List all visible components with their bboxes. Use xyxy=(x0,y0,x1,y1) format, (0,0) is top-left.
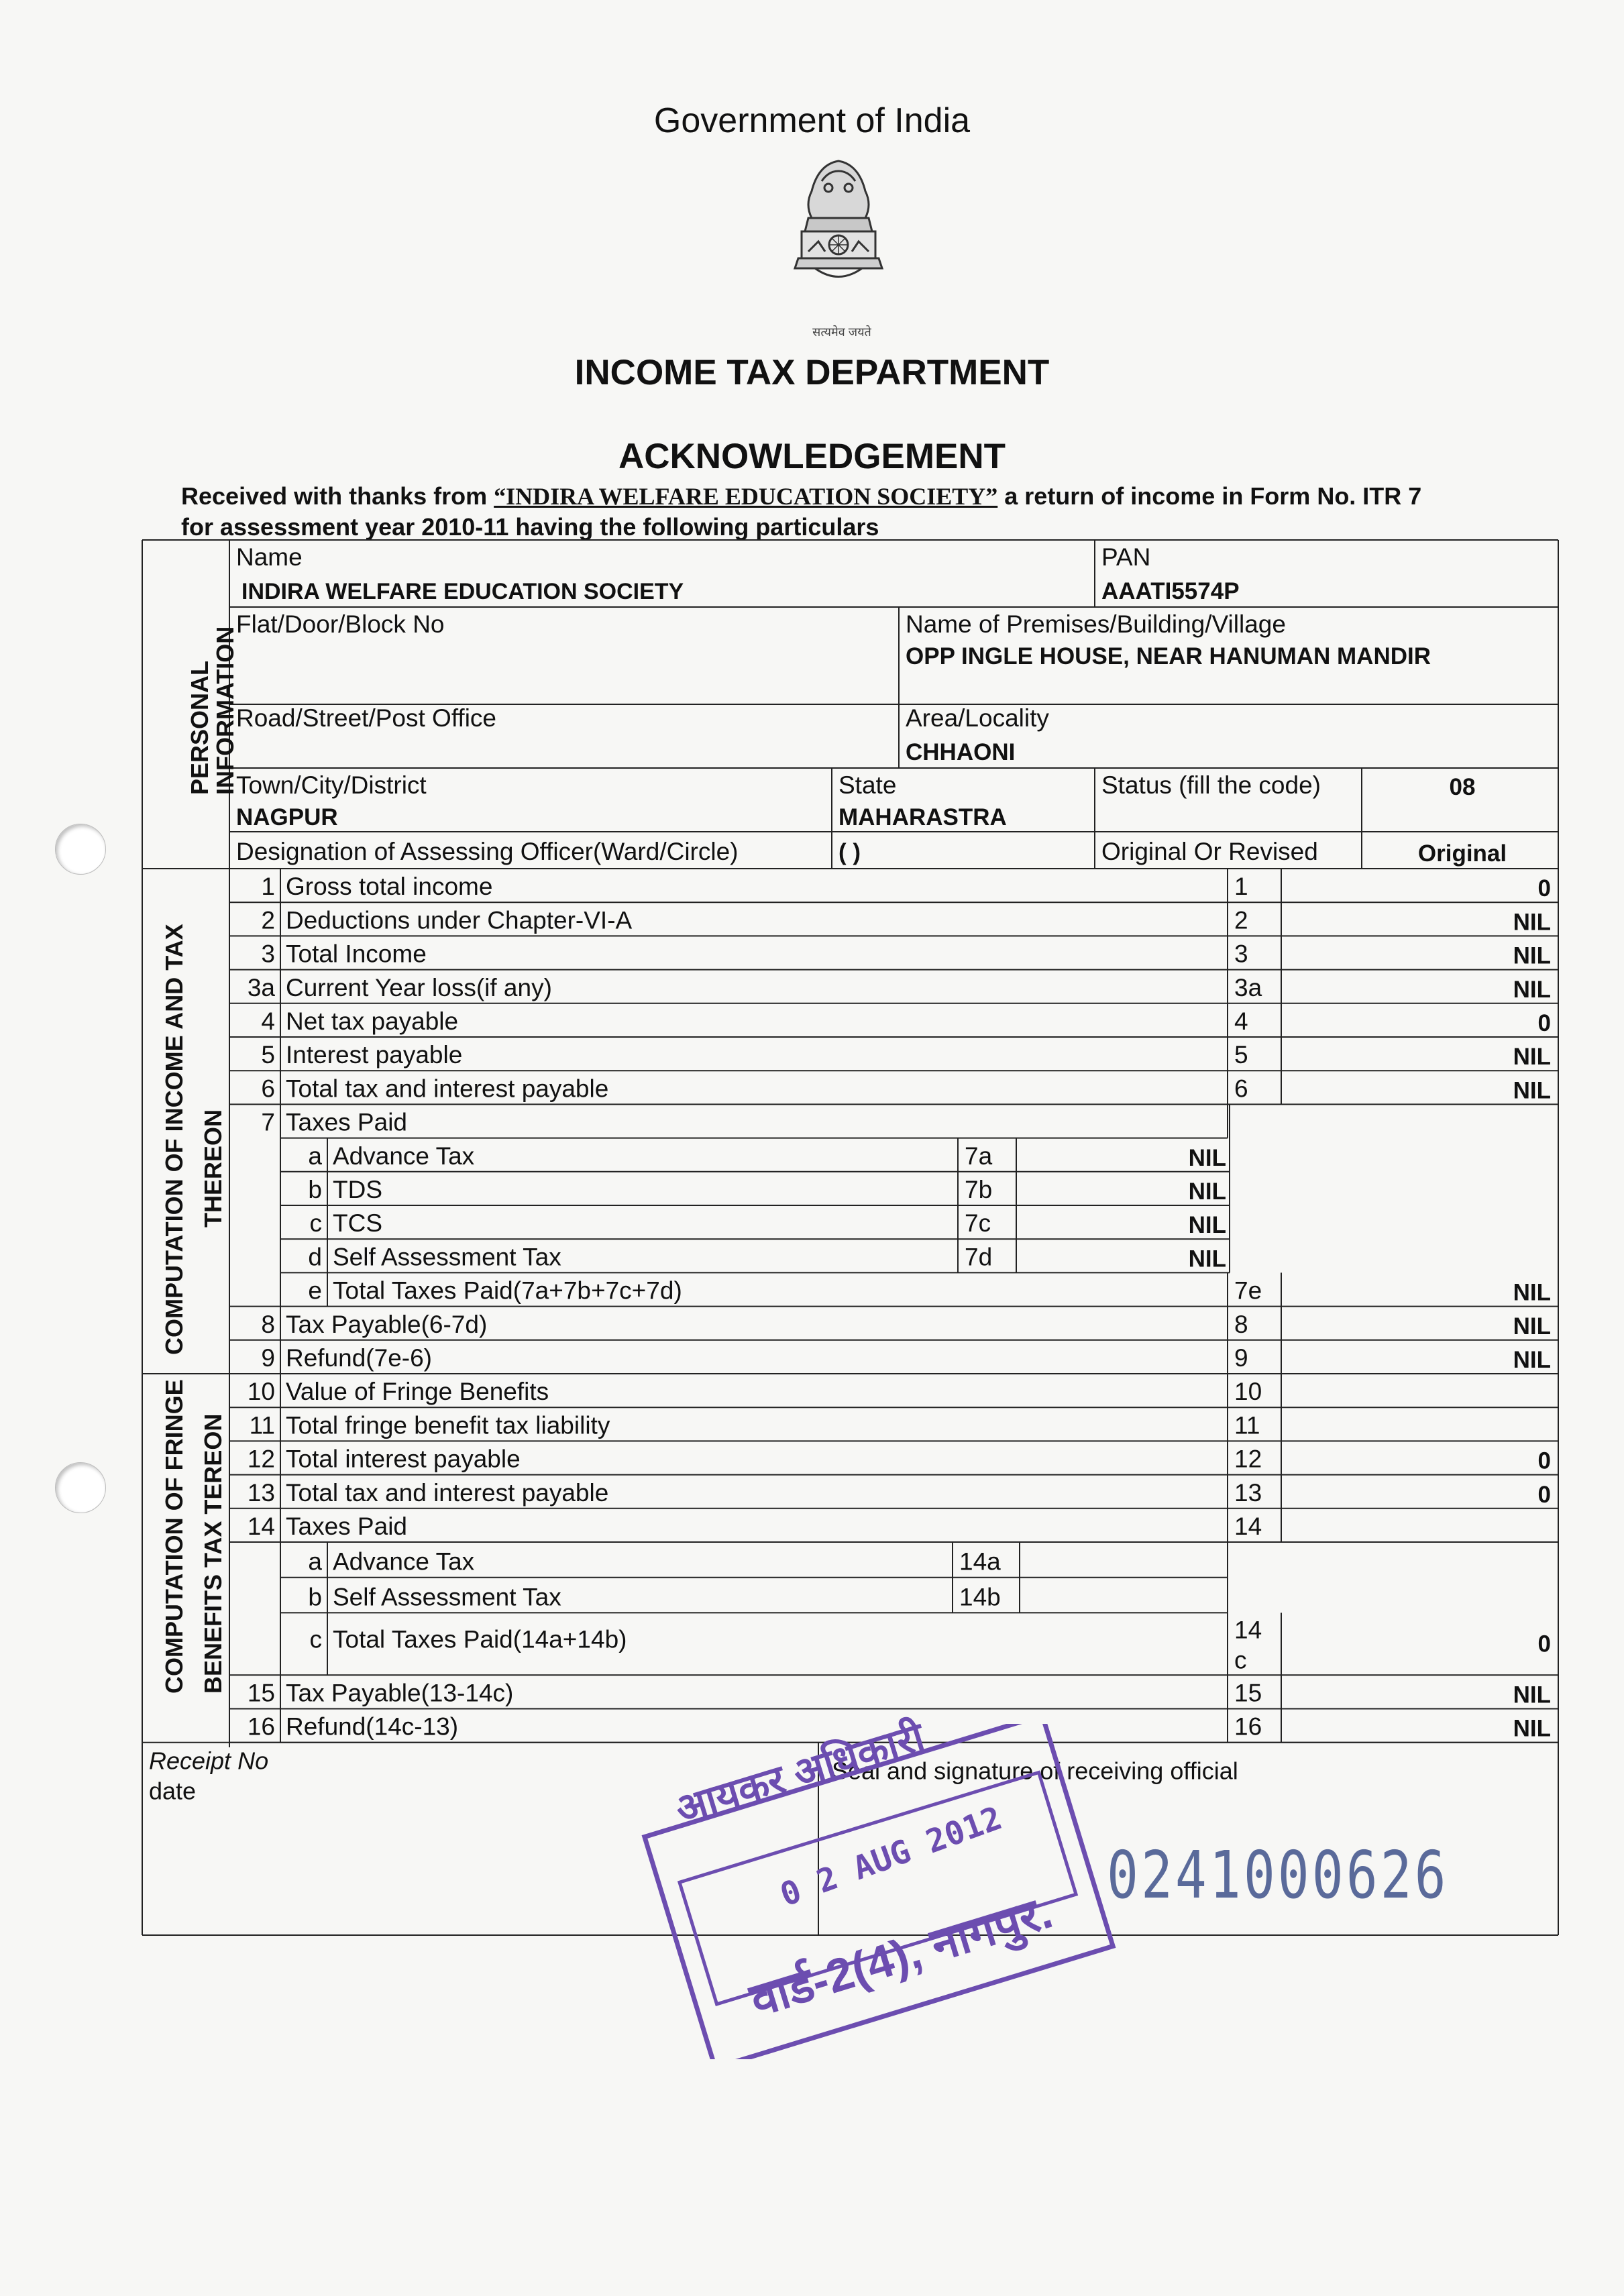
section-fringe-2: BENEFITS TAX TEREON xyxy=(199,1413,227,1694)
income-after-value: NIL xyxy=(1513,1313,1551,1340)
fringe-total-code-1: 14 xyxy=(1234,1616,1262,1644)
tax-paid-sub: b xyxy=(308,1176,322,1203)
tax-paid-value: NIL xyxy=(1188,1144,1226,1171)
fringe-row-label: Total fringe benefit tax liability xyxy=(286,1411,610,1439)
intro-line2: for assessment year 2010-11 having the following particulars xyxy=(181,513,879,541)
fringe-row-code: 10 xyxy=(1234,1378,1262,1406)
section-computation-1: COMPUTATION OF INCOME AND TAX xyxy=(160,924,188,1355)
income-after-value: NIL xyxy=(1513,1347,1551,1373)
fringe-after-value: NIL xyxy=(1513,1715,1551,1742)
orig-value: Original xyxy=(1417,840,1507,867)
stamp-bottom-text: वार्ड-2(4), नागपुर. xyxy=(744,1885,1059,2027)
income-row-code: 2 xyxy=(1234,906,1248,934)
income-row-code: 3 xyxy=(1234,940,1248,968)
tax-paid-sub: a xyxy=(308,1142,322,1170)
fringe-paid-code: 14a xyxy=(959,1547,1001,1576)
income-after-num: 9 xyxy=(261,1344,275,1372)
fringe-row-code: 11 xyxy=(1234,1411,1260,1439)
tax-paid-value: NIL xyxy=(1188,1212,1226,1239)
tax-paid-code: 7d xyxy=(965,1243,993,1271)
premises-value: OPP INGLE HOUSE, NEAR HANUMAN MANDIR xyxy=(906,643,1431,669)
fringe-paid-label: Advance Tax xyxy=(333,1547,475,1576)
tax-paid-label: TDS xyxy=(333,1176,382,1203)
fringe-after-label: Tax Payable(13-14c) xyxy=(286,1679,514,1707)
seal-label: Seal and signature of receiving official xyxy=(832,1757,1238,1785)
office-stamp xyxy=(624,1714,1134,2059)
income-row-code: 4 xyxy=(1234,1007,1248,1035)
income-row-code: 1 xyxy=(1234,873,1248,901)
page-title: ACKNOWLEDGEMENT xyxy=(618,437,1006,476)
fringe-row-code: 14 xyxy=(1234,1513,1262,1540)
income-after-num: e xyxy=(308,1276,322,1305)
government-heading: Government of India xyxy=(653,101,971,140)
fringe-row-label: Taxes Paid xyxy=(286,1513,407,1540)
fringe-row-num: 10 xyxy=(247,1378,275,1406)
pan-label: PAN xyxy=(1101,543,1151,571)
area-label: Area/Locality xyxy=(906,704,1049,732)
income-row-num: 2 xyxy=(261,906,275,934)
income-row-label: Deductions under Chapter-VI-A xyxy=(286,906,633,934)
tax-paid-label: TCS xyxy=(333,1209,382,1238)
fringe-row-num: 12 xyxy=(247,1445,275,1473)
orig-label: Original Or Revised xyxy=(1101,838,1318,865)
tax-paid-label: Self Assessment Tax xyxy=(333,1243,561,1271)
stamp-top-text: आयकर अधिकारी xyxy=(670,1714,930,1833)
intro-part1: Received with thanks from xyxy=(181,482,494,510)
income-after-code: 8 xyxy=(1234,1310,1248,1338)
income-row-value: NIL xyxy=(1513,1077,1551,1104)
fringe-paid-sub: b xyxy=(308,1583,322,1611)
fringe-total-value: 0 xyxy=(1537,1631,1551,1657)
department-heading: INCOME TAX DEPARTMENT xyxy=(574,353,1050,392)
income-row-num: 6 xyxy=(261,1075,275,1103)
income-after-value: NIL xyxy=(1513,1279,1551,1306)
tax-paid-code: 7b xyxy=(965,1176,993,1203)
income-row-value: NIL xyxy=(1513,1044,1551,1071)
date-label: date xyxy=(149,1777,197,1805)
ao-value: ( ) xyxy=(838,839,861,865)
income-row-code: 3a xyxy=(1234,973,1262,1001)
income-row-label: Current Year loss(if any) xyxy=(286,973,552,1001)
status-label: Status (fill the code) xyxy=(1101,771,1321,799)
income-row-label: Total Income xyxy=(286,940,427,968)
section-computation-2: THEREON xyxy=(199,1109,227,1227)
fringe-row-num: 14 xyxy=(247,1513,275,1540)
fringe-paid-code: 14b xyxy=(959,1583,1001,1611)
income-row-num: 5 xyxy=(261,1041,275,1069)
town-label: Town/City/District xyxy=(236,771,427,799)
income-row-num: 3 xyxy=(261,940,275,968)
income-after-label: Tax Payable(6-7d) xyxy=(286,1310,488,1338)
tax-paid-label: Advance Tax xyxy=(333,1142,475,1170)
income-row-num: 4 xyxy=(261,1007,275,1035)
name-label: Name xyxy=(236,543,303,571)
income-after-label: Refund(7e-6) xyxy=(286,1344,433,1372)
tax-paid-code: 7a xyxy=(965,1142,993,1170)
income-after-label: Total Taxes Paid(7a+7b+7c+7d) xyxy=(333,1276,682,1305)
fringe-paid-sub: a xyxy=(308,1547,322,1576)
area-value: CHHAONI xyxy=(906,739,1016,765)
income-after-code: 9 xyxy=(1234,1344,1248,1372)
income-after-num: 8 xyxy=(261,1310,275,1338)
income-row-code: 6 xyxy=(1234,1075,1248,1103)
income-row-value: 0 xyxy=(1537,1010,1551,1036)
income-row-label: Taxes Paid xyxy=(286,1108,407,1136)
receipt-serial-number: 0241000626 xyxy=(1107,1838,1449,1914)
name-value: INDIRA WELFARE EDUCATION SOCIETY xyxy=(241,579,684,604)
emblem-motto: सत्यमेव जयते xyxy=(812,325,871,339)
fringe-row-value: 0 xyxy=(1537,1447,1551,1474)
fringe-after-code: 15 xyxy=(1234,1679,1262,1707)
income-row-num: 3a xyxy=(247,973,275,1001)
fringe-total-sub: c xyxy=(309,1625,322,1653)
fringe-after-num: 15 xyxy=(247,1679,275,1707)
section-fringe-1: COMPUTATION OF FRINGE xyxy=(160,1379,188,1694)
section-personal-2: INFORMATION xyxy=(211,626,239,795)
state-label: State xyxy=(838,771,897,799)
fringe-row-label: Value of Fringe Benefits xyxy=(286,1378,549,1406)
income-row-num: 1 xyxy=(261,873,275,901)
premises-label: Name of Premises/Building/Village xyxy=(906,610,1286,638)
ao-label: Designation of Assessing Officer(Ward/Circle) xyxy=(236,838,739,865)
fringe-after-num: 16 xyxy=(247,1712,275,1741)
fringe-after-label: Refund(14c-13) xyxy=(286,1712,459,1741)
fringe-row-code: 13 xyxy=(1234,1478,1262,1507)
section-personal-1: PERSONAL xyxy=(186,660,213,795)
tax-paid-code: 7c xyxy=(965,1209,991,1238)
receipt-label: Receipt No xyxy=(149,1747,269,1775)
fringe-after-code: 16 xyxy=(1234,1712,1262,1741)
intro-society: “INDIRA WELFARE EDUCATION SOCIETY” xyxy=(494,483,998,510)
tax-paid-value: NIL xyxy=(1188,1246,1226,1272)
state-value: MAHARASTRA xyxy=(838,804,1007,830)
tax-paid-value: NIL xyxy=(1188,1179,1226,1205)
fringe-row-label: Total interest payable xyxy=(286,1445,521,1473)
income-row-value: 0 xyxy=(1537,875,1551,902)
income-row-value: NIL xyxy=(1513,976,1551,1003)
road-label: Road/Street/Post Office xyxy=(236,704,497,732)
fringe-after-value: NIL xyxy=(1513,1682,1551,1708)
income-row-label: Interest payable xyxy=(286,1041,463,1069)
income-row-label: Gross total income xyxy=(286,873,493,901)
tax-paid-sub: c xyxy=(309,1209,322,1238)
fringe-total-code-2: c xyxy=(1234,1646,1247,1674)
fringe-paid-label: Self Assessment Tax xyxy=(333,1583,561,1611)
income-row-label: Net tax payable xyxy=(286,1007,459,1035)
pan-value: AAATI5574P xyxy=(1101,578,1240,604)
fringe-row-label: Total tax and interest payable xyxy=(286,1478,609,1507)
fringe-row-num: 13 xyxy=(247,1478,275,1507)
income-row-num: 7 xyxy=(261,1108,275,1136)
town-value: NAGPUR xyxy=(236,804,338,830)
flat-label: Flat/Door/Block No xyxy=(236,610,445,638)
fringe-row-num: 11 xyxy=(249,1411,275,1439)
income-row-label: Total tax and interest payable xyxy=(286,1075,609,1103)
income-row-value: NIL xyxy=(1513,942,1551,969)
tax-paid-sub: d xyxy=(308,1243,322,1271)
status-value: 08 xyxy=(1449,774,1476,800)
fringe-row-code: 12 xyxy=(1234,1445,1262,1473)
income-row-value: NIL xyxy=(1513,909,1551,936)
fringe-row-value: 0 xyxy=(1537,1481,1551,1508)
stamp-date: 0 2 AUG 2012 xyxy=(775,1799,1007,1914)
income-after-code: 7e xyxy=(1234,1276,1262,1305)
income-row-code: 5 xyxy=(1234,1041,1248,1069)
intro-part2: a return of income in Form No. ITR 7 xyxy=(997,482,1422,510)
fringe-total-label: Total Taxes Paid(14a+14b) xyxy=(333,1625,627,1653)
form-texts xyxy=(149,543,1551,1805)
